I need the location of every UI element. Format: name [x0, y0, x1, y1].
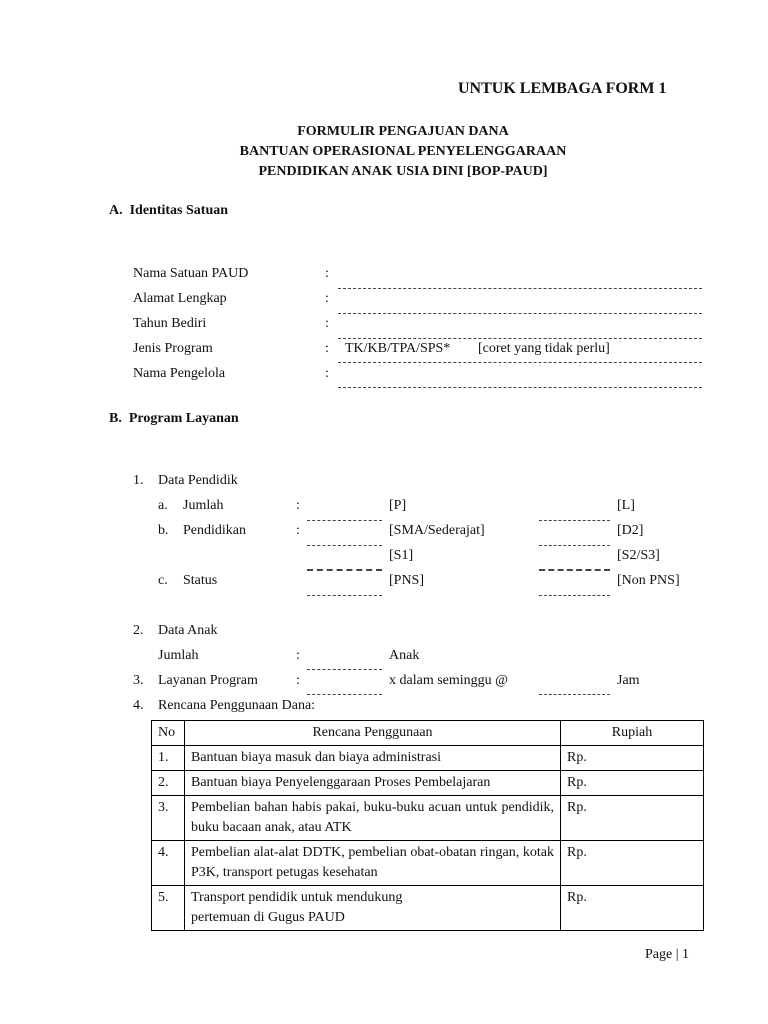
section-a-heading: A. Identitas Satuan: [109, 203, 229, 218]
option-s1: [S1]: [389, 548, 414, 563]
option-sma: [SMA/Sederajat]: [389, 523, 485, 538]
table-row: [152, 746, 704, 771]
field-colon: :: [325, 266, 329, 281]
row-no: 4.: [152, 841, 185, 886]
field-label-jenis-program: Jenis Program: [133, 341, 213, 356]
page-number: Page | 1: [645, 947, 690, 962]
row-desc: Pembelian alat-alat DDTK, pembelian obat-obatan ringan, kotak P3K, transport petugas kesehatan: [185, 841, 561, 886]
item-number: 2.: [133, 623, 144, 638]
table-row: [152, 771, 704, 796]
field-input-line-nama-pengelola[interactable]: [338, 387, 702, 388]
row-amount[interactable]: Rp.: [561, 771, 704, 796]
blank-line[interactable]: [307, 669, 382, 670]
row-no: 1.: [152, 746, 185, 771]
data-pendidik-label: Data Pendidik: [158, 473, 238, 488]
header-no: No: [152, 721, 185, 746]
layanan-program-label: Layanan Program: [158, 673, 258, 688]
option-d2: [D2]: [617, 523, 644, 538]
blank-line[interactable]: [307, 694, 382, 695]
jenis-program-note: [coret yang tidak perlu]: [478, 341, 610, 356]
field-colon: :: [296, 523, 300, 538]
option-l: [L]: [617, 498, 635, 513]
row-desc: Pembelian bahan habis pakai, buku-buku acuan untuk pendidik, buku bacaan anak, atau ATK: [185, 796, 561, 841]
blank-line[interactable]: [307, 595, 382, 596]
row-amount[interactable]: Rp.: [561, 796, 704, 841]
title-line-1: FORMULIR PENGAJUAN DANA: [297, 124, 509, 139]
table-row: [152, 796, 704, 841]
option-p: [P]: [389, 498, 407, 513]
row-amount[interactable]: Rp.: [561, 841, 704, 886]
blank-line[interactable]: [539, 569, 610, 571]
item-number: 1.: [133, 473, 144, 488]
row-desc: Transport pendidik untuk mendukung pertemuan di Gugus PAUD: [185, 886, 561, 931]
data-anak-label: Data Anak: [158, 623, 218, 638]
row-no: 2.: [152, 771, 185, 796]
blank-line[interactable]: [539, 595, 610, 596]
field-colon: :: [296, 673, 300, 688]
field-colon: :: [325, 366, 329, 381]
layanan-frequency-text: x dalam seminggu @: [389, 673, 509, 688]
row-no: 3.: [152, 796, 185, 841]
jam-unit: Jam: [617, 673, 640, 688]
row-letter: b.: [158, 523, 169, 538]
jumlah-label: Jumlah: [183, 498, 224, 513]
field-label-alamat: Alamat Lengkap: [133, 291, 227, 306]
blank-line[interactable]: [307, 569, 382, 571]
table-row: [152, 886, 704, 931]
table-header-row: [152, 721, 704, 746]
row-desc: Bantuan biaya Penyelenggaraan Proses Pembelajaran: [185, 771, 561, 796]
title-line-3: PENDIDIKAN ANAK USIA DINI [BOP-PAUD]: [258, 164, 548, 179]
row-no: 5.: [152, 886, 185, 931]
section-b-heading: B. Program Layanan: [109, 411, 239, 426]
row-letter: a.: [158, 498, 168, 513]
status-label: Status: [183, 573, 218, 588]
rencana-penggunaan-table: [151, 720, 704, 931]
anak-unit: Anak: [389, 648, 420, 663]
row-letter: c.: [158, 573, 168, 588]
field-input-line-tahun-bediri[interactable]: [338, 338, 702, 339]
item-number: 4.: [133, 698, 144, 713]
blank-line[interactable]: [539, 545, 610, 546]
field-colon: :: [325, 291, 329, 306]
header-rupiah: Rupiah: [561, 721, 704, 746]
field-input-line-nama-satuan[interactable]: [338, 288, 702, 289]
field-label-tahun-bediri: Tahun Bediri: [133, 316, 207, 331]
header-rencana: Rencana Penggunaan: [185, 721, 561, 746]
option-non-pns: [Non PNS]: [617, 573, 680, 588]
option-s2-s3: [S2/S3]: [617, 548, 660, 563]
table-row: [152, 841, 704, 886]
row-amount[interactable]: Rp.: [561, 886, 704, 931]
row-amount[interactable]: Rp.: [561, 746, 704, 771]
blank-line[interactable]: [307, 545, 382, 546]
blank-line[interactable]: [539, 694, 610, 695]
title-line-2: BANTUAN OPERASIONAL PENYELENGGARAAN: [239, 144, 567, 159]
field-colon: :: [296, 498, 300, 513]
field-colon: :: [296, 648, 300, 663]
item-number: 3.: [133, 673, 144, 688]
field-input-line-alamat[interactable]: [338, 313, 702, 314]
row-desc: Bantuan biaya masuk dan biaya administrasi: [185, 746, 561, 771]
jenis-program-value: TK/KB/TPA/SPS*: [345, 341, 451, 356]
field-label-nama-satuan: Nama Satuan PAUD: [133, 266, 249, 281]
field-colon: :: [325, 341, 329, 356]
option-pns: [PNS]: [389, 573, 425, 588]
rencana-dana-label: Rencana Penggunaan Dana:: [158, 698, 316, 713]
blank-line[interactable]: [539, 520, 610, 521]
form-label: UNTUK LEMBAGA FORM 1: [458, 80, 667, 97]
blank-line[interactable]: [307, 520, 382, 521]
field-label-nama-pengelola: Nama Pengelola: [133, 366, 226, 381]
field-input-line-jenis-program[interactable]: [338, 362, 702, 363]
field-colon: :: [325, 316, 329, 331]
pendidikan-label: Pendidikan: [183, 523, 246, 538]
jumlah-anak-label: Jumlah: [158, 648, 199, 663]
